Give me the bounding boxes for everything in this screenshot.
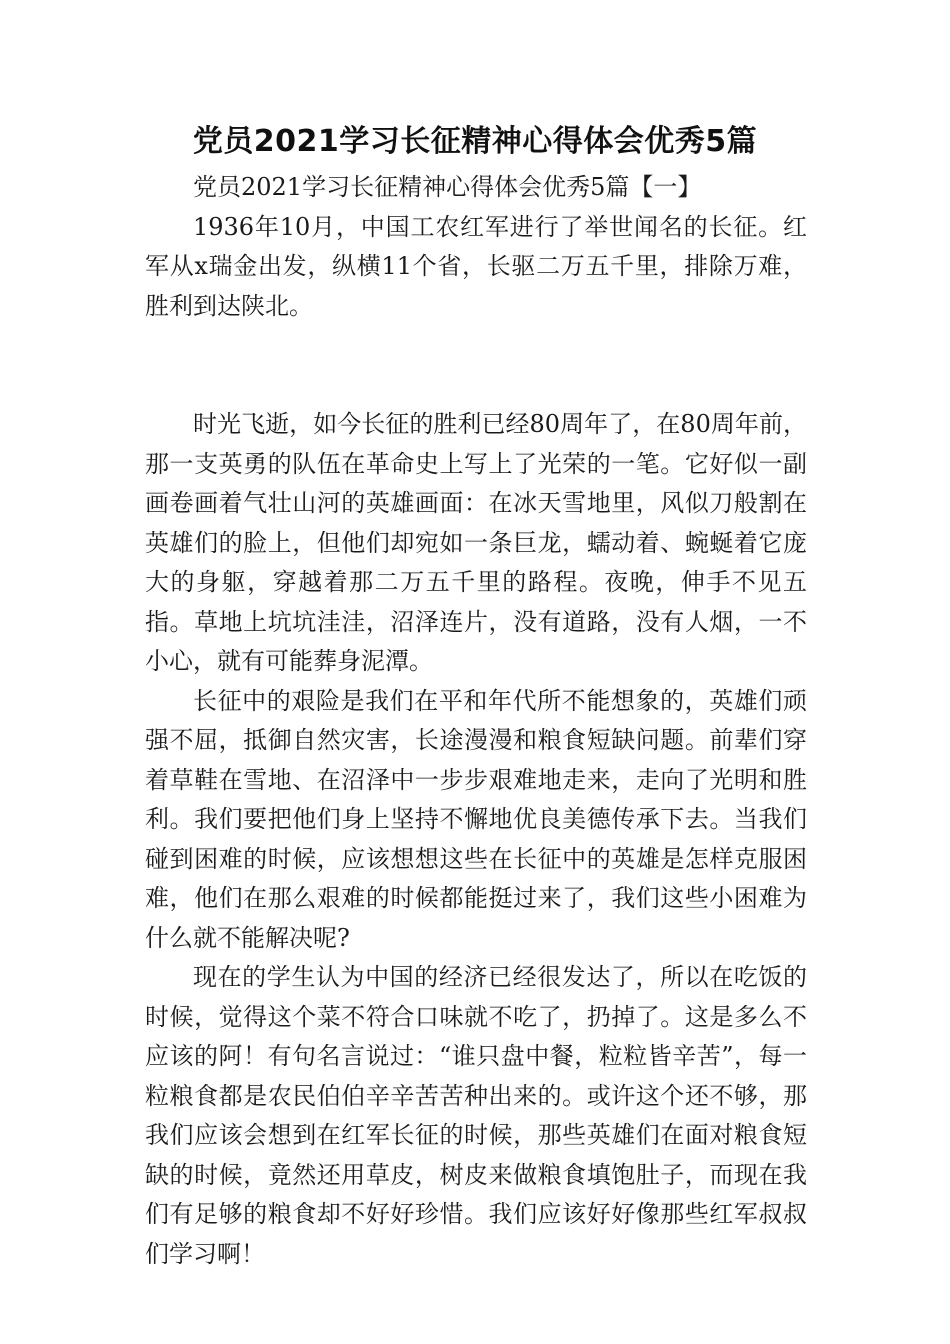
paragraph: 时光飞逝，如今长征的胜利已经80周年了，在80周年前，那一支英勇的队伍在革命史上写上了光荣的一笔。它好似一副画卷画着气壮山河的英雄画面：在冰天雪地里，风似刀般割在英雄们的脸上，但他们却宛如一条巨龙，蠕动着、蜿蜒着它庞大的身躯，穿越着那二万五千里的路程。夜晚，伸手不见五指。草地上坑坑洼洼，沼泽连片，没有道路，没有人烟，一不小心，就有可能葬身泥潭。: [145, 410, 807, 675]
paragraph: 现在的学生认为中国的经济已经很发达了，所以在吃饭的时候，觉得这个菜不符合口味就不吃了，扔掉了。这是多么不应该的阿！有句名言说过：“谁只盘中餐，粒粒皆辛苦”，每一粒粮食都是农民伯伯辛辛苦苦种出来的。或许这个还不够，那我们应该会想到在红军长征的时候，那些英雄们在面对粮食短缺的时候，竟然还用草皮，树皮来做粮食填饱肚子，而现在我们有足够的粮食却不好好珍惜。我们应该好好像那些红军叔叔们学习啊！: [145, 963, 807, 1268]
paragraph-spacer: [145, 326, 807, 366]
section-heading: 党员2021学习长征精神心得体会优秀5篇【一】: [193, 173, 702, 201]
paragraph-spacer: [145, 366, 807, 406]
document-title: 党员2021学习长征精神心得体会优秀5篇: [192, 124, 758, 159]
document-body: [145, 168, 807, 1274]
paragraph: 长征中的艰险是我们在平和年代所不能想象的，英雄们顽强不屈，抵御自然灾害，长途漫漫和粮食短缺问题。前辈们穿着草鞋在雪地、在沼泽中一步步艰难地走来，走向了光明和胜利。我们要把他们身上坚持不懈地优良美德传承下去。当我们碰到困难的时候，应该想想这些在长征中的英雄是怎样克服困难，他们在那么艰难的时候都能挺过来了，我们这些小困难为什么就不能解决呢?: [145, 686, 807, 952]
paragraph: 1936年10月，中国工农红军进行了举世闻名的长征。红军从x瑞金出发，纵横11个省，长驱二万五千里，排除万难，胜利到达陕北。: [145, 212, 807, 320]
